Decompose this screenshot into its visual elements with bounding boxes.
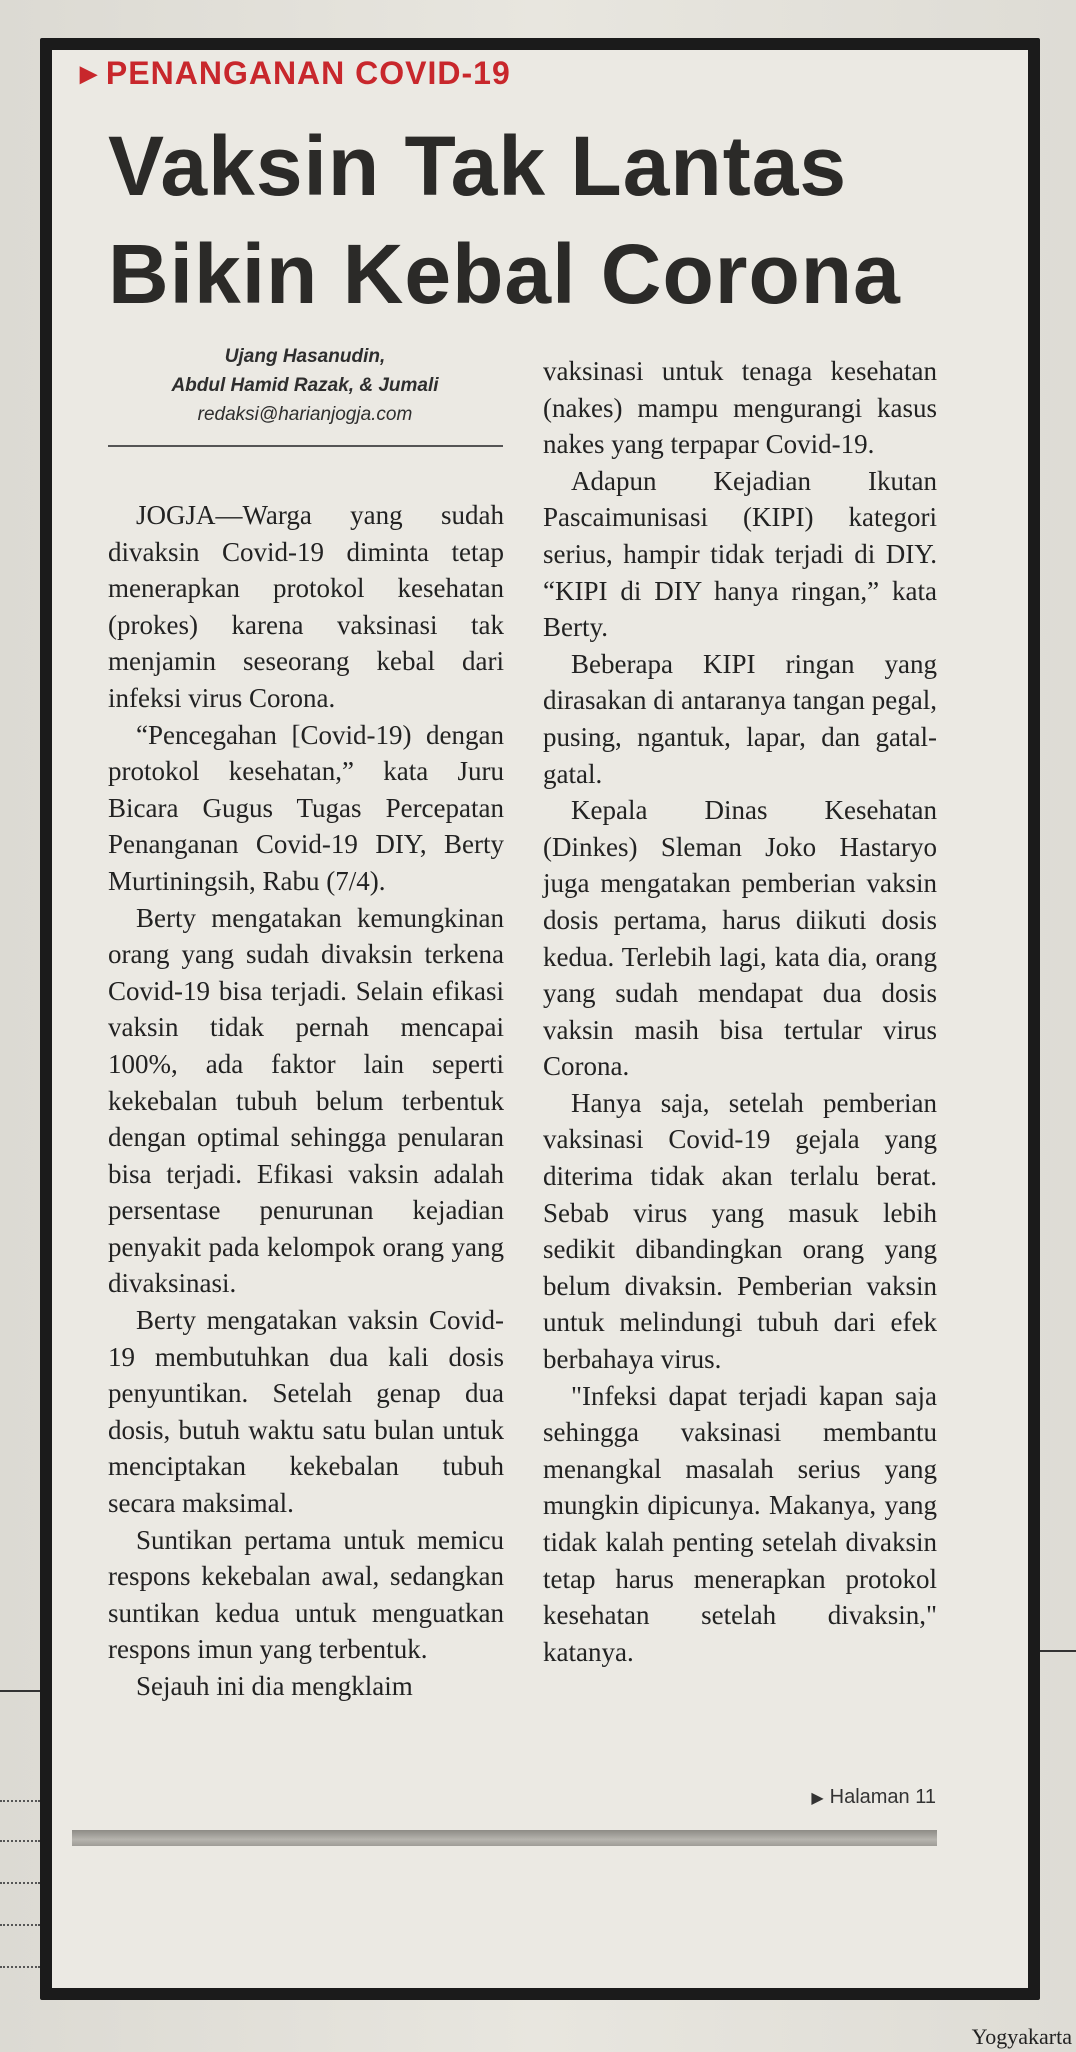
dotted-line [0, 1840, 40, 1842]
arrow-right-icon: ▶ [80, 61, 98, 86]
paragraph: Beberapa KIPI ringan yang dirasakan di antaranya tangan pegal, pusing, ngantuk, lapar, dan gatal-gatal. [543, 648, 937, 789]
kicker-label: PENANGANAN COVID-19 [105, 55, 511, 91]
dotted-line [0, 1800, 40, 1802]
play-triangle-icon: ▶ [811, 1790, 824, 1807]
dotted-line [0, 1882, 40, 1884]
article-column-right [543, 353, 937, 1670]
paragraph: Sejauh ini dia mengklaim [136, 1671, 413, 1701]
dotted-line [0, 1966, 40, 1968]
edge-rule [1040, 1650, 1076, 1652]
paragraph: Hanya saja, setelah pemberian vaksinasi Covid-19 gejala yang diterima tidak akan terlalu berat. Sebab virus yang masuk lebih sedikit dibandingkan orang yang belum divaksin. Pemberian vaksin untuk melindungi tubuh dari efek berbahaya virus. [543, 1087, 937, 1375]
byline [115, 342, 495, 429]
paragraph: Berty mengatakan vaksin Covid-19 membutuhkan dua kali dosis penyuntikan. Setelah genap dua dosis, butuh waktu satu bulan untuk menciptakan kekebalan tubuh secara maksimal. [108, 1305, 504, 1519]
headline-line-2: Bikin Kebal Corona [108, 227, 901, 321]
outside-caption: Yogyakarta [971, 2024, 1072, 2049]
byline-email: redaksi@harianjogja.com [197, 404, 413, 425]
headline [108, 112, 901, 328]
byline-authors-2: Abdul Hamid Razak, & Jumali [171, 375, 439, 396]
dotted-line [0, 1924, 40, 1926]
headline-line-1: Vaksin Tak Lantas [108, 119, 848, 213]
byline-authors-1: Ujang Hasanudin, [224, 346, 386, 367]
paragraph: Adapun Kejadian Ikutan Pascaimunisasi (KIPI) kategori serius, hampir tidak terjadi di DIY. “KIPI di DIY hanya ringan,” kata Berty. [543, 465, 937, 643]
paragraph: “Pencegahan [Covid-19) dengan protokol kesehatan,” kata Juru Bicara Gugus Tugas Percepatan Penanganan Covid-19 DIY, Berty Murtiningsih, Rabu (7/4). [108, 719, 504, 896]
paragraph: JOGJA—Warga yang sudah divaksin Covid-19 diminta tetap menerapkan protokol kesehatan (prokes) karena vaksinasi tak menjamin seseorang kebal dari infeksi virus Corona. [108, 500, 504, 713]
paragraph: Suntikan pertama untuk memicu respons kekebalan awal, sedangkan suntikan kedua untuk menguatkan respons imun yang terbentuk. [108, 1524, 504, 1665]
paragraph: Berty mengatakan kemungkinan orang yang sudah divaksin terkena Covid-19 bisa terjadi. Selain efikasi vaksin tidak pernah mencapai 100%, ada faktor lain seperti kekebalan tubuh belum terbentuk dengan optimal sehingga penularan bisa terjadi. Efikasi vaksin adalah persentase penurunan kejadian penyakit pada kelompok orang yang divaksinasi. [108, 902, 504, 1299]
edge-rule [0, 1690, 40, 1692]
article-column-left [108, 497, 504, 1705]
paragraph: vaksinasi untuk tenaga kesehatan (nakes) mampu mengurangi kasus nakes yang terpapar Covid-19. [543, 356, 937, 460]
bottom-rule [72, 1830, 937, 1846]
kicker [80, 55, 511, 92]
paragraph: "Infeksi dapat terjadi kapan saja sehingga vaksinasi membantu menangkal masalah serius yang mungkin dipicunya. Makanya, yang tidak kalah penting setelah divaksin tetap harus menerapkan protokol kesehatan setelah divaksin," katanya. [543, 1380, 937, 1667]
byline-divider [108, 445, 503, 447]
paragraph: Kepala Dinas Kesehatan (Dinkes) Sleman Joko Hastaryo juga mengatakan pemberian vaksin dosis pertama, harus diikuti dosis kedua. Terlebih lagi, kata dia, orang yang sudah mendapat dua dosis vaksin masih bisa tertular virus Corona. [543, 795, 937, 1082]
continued-label: Halaman 11 [829, 1786, 936, 1808]
continued-on-page [811, 1786, 936, 1809]
